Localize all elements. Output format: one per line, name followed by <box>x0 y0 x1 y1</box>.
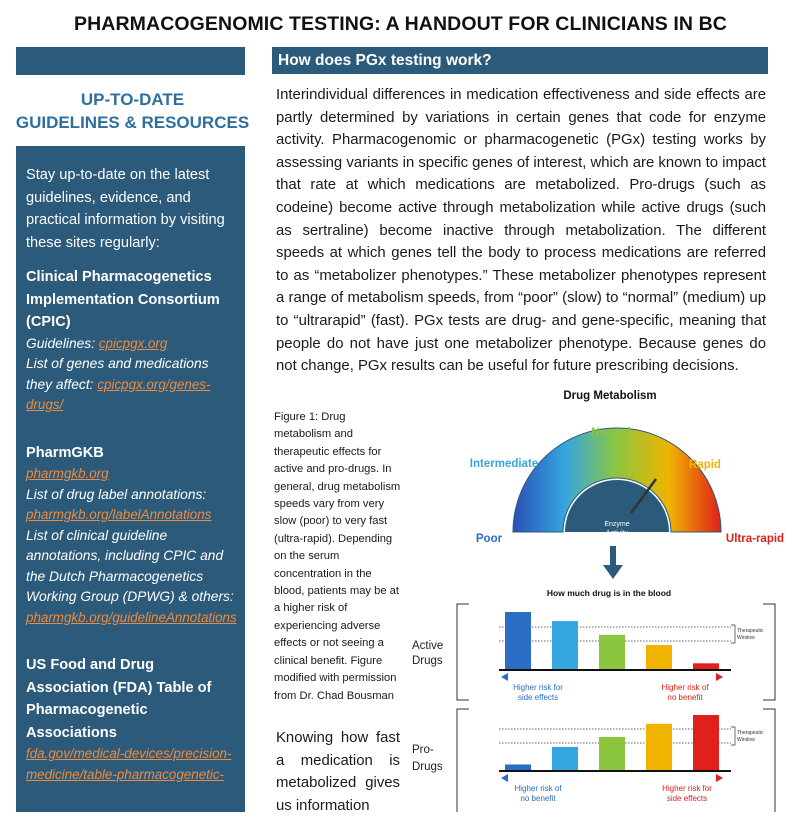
resource-line <box>26 485 235 526</box>
blood-level-bar <box>599 737 625 770</box>
sidebar-resources-panel <box>16 146 245 812</box>
resource-label: Guidelines: <box>26 335 99 351</box>
gauge-label-poor: Poor <box>475 533 503 545</box>
risk-arrow-head <box>716 774 723 782</box>
figure-title: Drug Metabolism <box>563 390 657 402</box>
resource-link[interactable]: pharmgkb.org/labelAnnotations <box>26 507 212 522</box>
blood-level-bar <box>646 724 672 770</box>
blood-levels-title: How much drug is in the blood <box>546 588 672 598</box>
active-drugs-label: Active <box>412 640 444 652</box>
therapeutic-window-bracket <box>731 625 735 643</box>
risk-label: no benefit <box>667 693 703 702</box>
active-drugs-panel <box>412 604 775 702</box>
blood-level-bar <box>646 645 672 669</box>
risk-label: Higher risk for <box>513 683 563 692</box>
resource-line <box>26 526 235 629</box>
panel-bracket <box>763 709 775 812</box>
resource-title: PharmGKB <box>26 444 104 461</box>
risk-arrow-head <box>501 774 508 782</box>
risk-label: Higher risk of <box>661 683 709 692</box>
resource-pharmgkb <box>26 442 235 629</box>
resource-title: US Food and Drug Association (FDA) Table of Pharmacogenetic Associations <box>26 657 212 741</box>
pro-drugs-label: Drugs <box>412 761 443 773</box>
resource-fda <box>26 654 235 785</box>
risk-label: no benefit <box>520 794 556 803</box>
blood-level-bar <box>693 715 719 770</box>
gauge-label-rapid: Rapid <box>689 459 721 471</box>
resource-link[interactable]: cpicpgx.org/genes-drugs/ <box>26 376 211 412</box>
risk-label: side effects <box>666 794 708 803</box>
page-title: PHARMACOGENOMIC TESTING: A HANDOUT FOR CLINICIANS IN BC <box>74 13 727 35</box>
down-arrow-icon <box>603 546 623 579</box>
risk-label: Higher risk of <box>514 784 562 793</box>
resource-link[interactable]: cpicpgx.org <box>98 335 168 351</box>
blood-level-bar <box>552 621 578 669</box>
sidebar-intro: Stay up-to-date on the latest guidelines, evidence, and practical information by visiting these sites regularly: <box>26 167 225 251</box>
panel-bracket <box>763 604 775 700</box>
therapeutic-window-label: Window <box>737 737 755 743</box>
figure-caption: Figure 1: Drug metabolism and therapeutic effects for active and pro-drugs. In general, drug metabolism speeds vary from very slow (poor) to very fast (ultra-rapid). Depending on the serum concentration in the blood, patients may be at a higher risk of experiencing adverse effects or not seeing a clinical benefit. Figure modified with permission from Dr. Chad Bousman <box>274 411 401 702</box>
sidebar-heading-line2: GUIDELINES & RESOURCES <box>15 113 250 132</box>
resource-label: List of drug label annotations: <box>26 486 207 502</box>
gauge-center-label: Activity <box>605 530 629 537</box>
panel-bracket <box>457 709 469 812</box>
gauge-label-intermediate: Intermediate <box>469 458 539 470</box>
pro-drug-bars <box>505 715 719 770</box>
resource-cpic <box>26 266 235 416</box>
gauge-center-label: Enzyme <box>604 521 630 528</box>
risk-arrow-head <box>716 673 723 681</box>
therapeutic-window-label: Window <box>737 635 755 641</box>
resource-line <box>26 334 235 355</box>
sidebar-heading-line1: UP-TO-DATE <box>80 90 185 109</box>
therapeutic-window-label: Therapeutic <box>737 730 764 736</box>
intro-paragraph: Interindividual differences in medication effectiveness and side effects are partly determined by variations in certain genes that code for enzyme activity. Pharmacogenomic or pharmacogenetic (PGx) testing works by assessing variants in specific genes of interest, which are known to impact that rate at which medications are metabolized. Pro-drugs (such as codeine) become active through metabolization while active drugs (such as sertraline) become inactive through metabolization. The different speeds at which genes tell the body to process medications are referred to as “metabolizer phenotypes.” These metabolizer phenotypes represent a range of metabolism speeds, from “poor” (slow) to “normal” (medium) up to “ultrarapid” (fast). PGx tests are drug- and gene-specific, meaning that people do not have just one metabolizer phenotype. Because genes do not change, PGx results can be useful for future prescribing decisions. <box>276 87 766 375</box>
resource-link[interactable]: fda.gov/medical-devices/precision-medicine/table-pharmacogenetic- <box>26 746 232 782</box>
resource-link[interactable]: pharmgkb.org <box>26 466 109 481</box>
risk-label: side effects <box>517 693 559 702</box>
therapeutic-window-label: Therapeutic <box>737 628 764 634</box>
active-drugs-label: Drugs <box>412 655 443 667</box>
gauge-label-ultra-rapid: Ultra-rapid <box>725 533 785 545</box>
risk-arrow-head <box>501 673 508 681</box>
continuation-paragraph: Knowing how fast a medication is metabolized gives us information <box>276 730 400 814</box>
sidebar-top-bar <box>16 47 245 75</box>
pro-drugs-label: Pro- <box>412 744 434 756</box>
risk-label: Higher risk for <box>662 784 712 793</box>
panel-bracket <box>457 604 469 700</box>
resource-line <box>26 464 235 485</box>
resource-label: List of genes and medications they affect: <box>26 356 209 392</box>
active-drug-bars <box>505 612 719 669</box>
section-heading: How does PGx testing work? <box>272 47 768 74</box>
blood-level-bar <box>505 765 531 771</box>
resource-line <box>26 744 235 785</box>
sidebar-heading <box>10 88 255 134</box>
blood-level-bar <box>505 612 531 669</box>
blood-level-bar <box>599 635 625 669</box>
resource-line <box>26 354 235 416</box>
therapeutic-window-bracket <box>731 727 735 745</box>
gauge-label-normal: Normal <box>591 427 631 439</box>
drug-metabolism-figure <box>405 383 801 812</box>
resource-title: Clinical Pharmacogenetics Implementation Consortium (CPIC) <box>26 269 220 330</box>
pro-drugs-panel <box>412 709 775 812</box>
blood-level-bar <box>693 663 719 669</box>
resource-label: List of clinical guideline annotations, including CPIC and the Dutch Pharmacogenetics Working Group (DPWG) & others: <box>26 527 234 604</box>
blood-level-bar <box>552 747 578 770</box>
enzyme-activity-gauge <box>513 428 721 537</box>
resource-link[interactable]: pharmgkb.org/guidelineAnnotations <box>26 609 237 625</box>
